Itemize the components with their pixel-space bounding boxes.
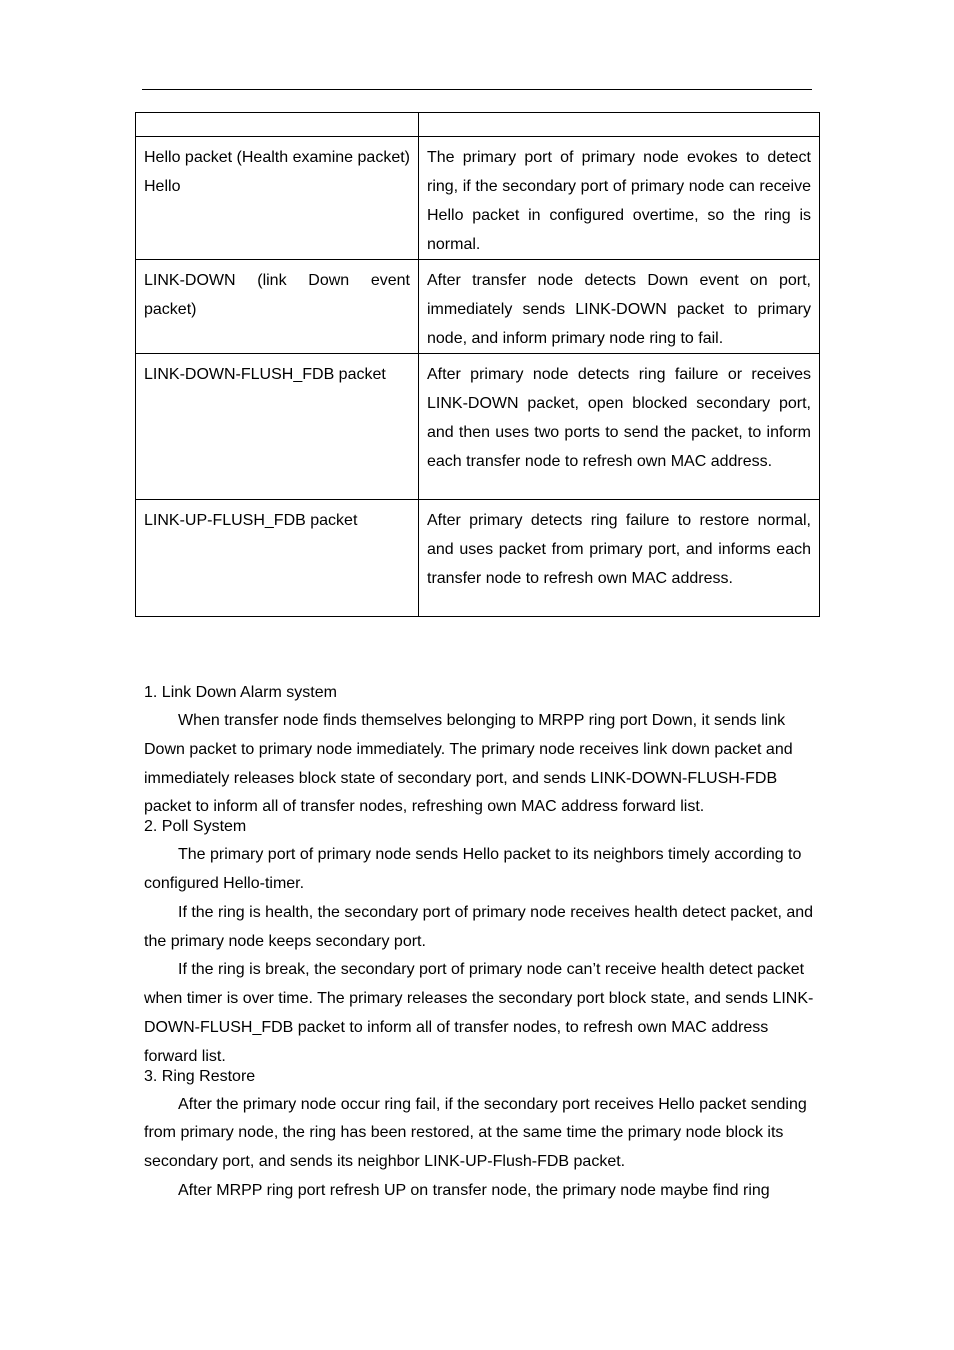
- header-rule: [142, 89, 812, 90]
- packet-description-cell: After primary node detects ring failure or receives LINK-DOWN packet, open blocked secondary port, and then uses two ports to send the packet, to inform each transfer node to refresh own MAC address.: [419, 354, 820, 500]
- section-paragraph: If the ring is health, the secondary port of primary node receives health detect packet, and the primary node keeps secondary port.: [144, 903, 814, 950]
- section-paragraph: If the ring is break, the secondary port of primary node can’t receive health detect packet when timer is over time. The primary releases the secondary port block state, and sends LINK-DOWN-FLUSH_FDB packet to inform all of transfer nodes, to refresh own MAC address forward list.: [144, 961, 814, 1065]
- table-row: [136, 113, 820, 137]
- section-heading: 3. Ring Restore: [144, 1067, 256, 1085]
- section-paragraph: When transfer node finds themselves belonging to MRPP ring port Down, it sends link Down packet to primary node immediately. The primary node receives link down packet and immediately releases block state of secondary port, and sends LINK-DOWN-FLUSH-FDB packet to inform all of transfer nodes, refreshing own MAC address forward list.: [144, 712, 793, 816]
- table-row: [136, 354, 820, 500]
- packet-description-cell: [419, 113, 820, 137]
- packet-type-table: [135, 112, 820, 617]
- section-paragraph: The primary port of primary node sends Hello packet to its neighbors timely according to configured Hello-timer.: [144, 846, 802, 892]
- table-row: [136, 260, 820, 354]
- packet-name-cell: [136, 113, 419, 137]
- packet-name-cell: LINK-DOWN-FLUSH_FDB packet: [136, 354, 419, 500]
- section-paragraph: After the primary node occur ring fail, if the secondary port receives Hello packet sending from primary node, the ring has been restored, at the same time the primary node block its secondary port, and sends its neighbor LINK-UP-Flush-FDB packet.: [144, 1095, 807, 1171]
- section-heading: 2. Poll System: [144, 818, 247, 836]
- table-row: [136, 500, 820, 617]
- section-heading: 1. Link Down Alarm system: [144, 684, 337, 701]
- section-ring-restore: [144, 1062, 820, 1206]
- packet-name-cell: LINK-DOWN (link Down event packet): [136, 260, 419, 354]
- section-paragraph: After MRPP ring port refresh UP on transfer node, the primary node maybe find ring: [178, 1181, 770, 1199]
- section-poll-system: [144, 812, 820, 1071]
- packet-name-cell: Hello packet (Health examine packet) Hello: [136, 137, 419, 260]
- packet-name-cell: LINK-UP-FLUSH_FDB packet: [136, 500, 419, 617]
- table-row: [136, 137, 820, 260]
- body-text: [144, 678, 820, 1206]
- packet-description-cell: After transfer node detects Down event on port, immediately sends LINK-DOWN packet to primary node, and inform primary node ring to fail.: [419, 260, 820, 354]
- packet-description-cell: The primary port of primary node evokes to detect ring, if the secondary port of primary node can receive Hello packet in configured overtime, so the ring is normal.: [419, 137, 820, 260]
- packet-description-cell: After primary detects ring failure to restore normal, and uses packet from primary port, and informs each transfer node to refresh own MAC address.: [419, 500, 820, 617]
- section-link-down-alarm: [144, 678, 820, 822]
